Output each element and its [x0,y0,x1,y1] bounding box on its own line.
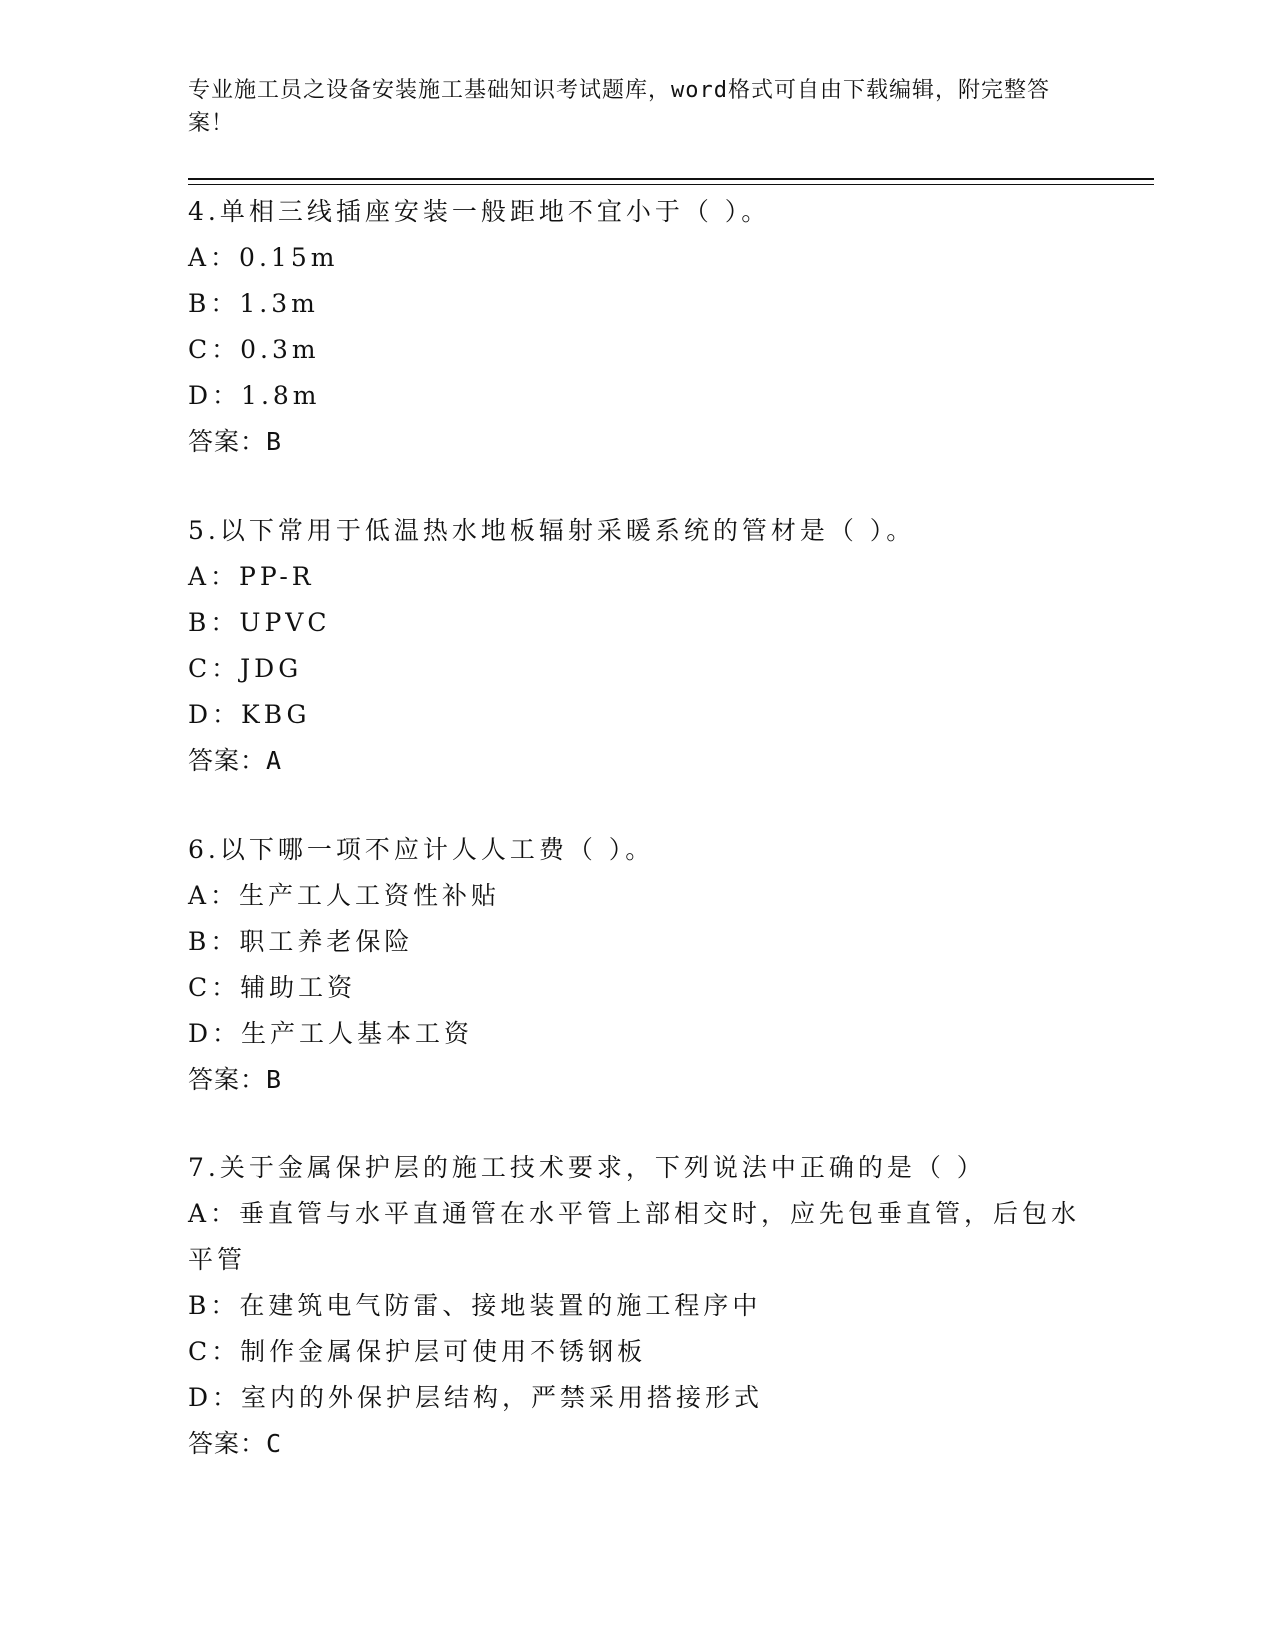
question-stem: 7.关于金属保护层的施工技术要求，下列说法中正确的是（ ） [188,1153,986,1182]
option-a: A：PP-R [188,562,315,591]
option-a: A：0.15m [188,243,339,272]
option-b: B：在建筑电气防雷、接地装置的施工程序中 [188,1291,762,1320]
answer-line: 答案：B [188,427,283,456]
option-d: D：室内的外保护层结构，严禁采用搭接形式 [188,1383,764,1412]
question-5 [188,508,1088,784]
question-stem: 6.以下哪一项不应计人人工费（ ）。 [188,835,655,864]
option-c: C：制作金属保护层可使用不锈钢板 [188,1337,647,1366]
option-a: A：垂直管与水平直通管在水平管上部相交时，应先包垂直管，后包水平管 [188,1199,1081,1274]
header-divider-thick [188,178,1154,180]
answer-line: 答案：A [188,746,283,775]
option-c: C：辅助工资 [188,973,357,1002]
question-7 [188,1145,1088,1467]
option-b: B：UPVC [188,608,331,637]
option-b: B：职工养老保险 [188,927,414,956]
question-stem: 5.以下常用于低温热水地板辐射采暖系统的管材是（ ）。 [188,516,916,545]
document-header: 专业施工员之设备安装施工基础知识考试题库，word格式可自由下载编辑，附完整答案！ [188,78,1050,136]
option-b: B：1.3m [188,289,319,318]
answer-line: 答案：B [188,1065,283,1094]
option-d: D：1.8m [188,381,321,410]
header-divider-thin [188,184,1154,185]
question-6 [188,827,1088,1103]
option-d: D：KBG [188,700,311,729]
option-c: C：JDG [188,654,303,683]
question-4 [188,189,1088,465]
answer-line: 答案：C [188,1429,283,1458]
option-a: A：生产工人工资性补贴 [188,881,501,910]
option-c: C：0.3m [188,335,320,364]
question-stem: 4.单相三线插座安装一般距地不宜小于（ ）。 [188,197,771,226]
option-d: D：生产工人基本工资 [188,1019,474,1048]
